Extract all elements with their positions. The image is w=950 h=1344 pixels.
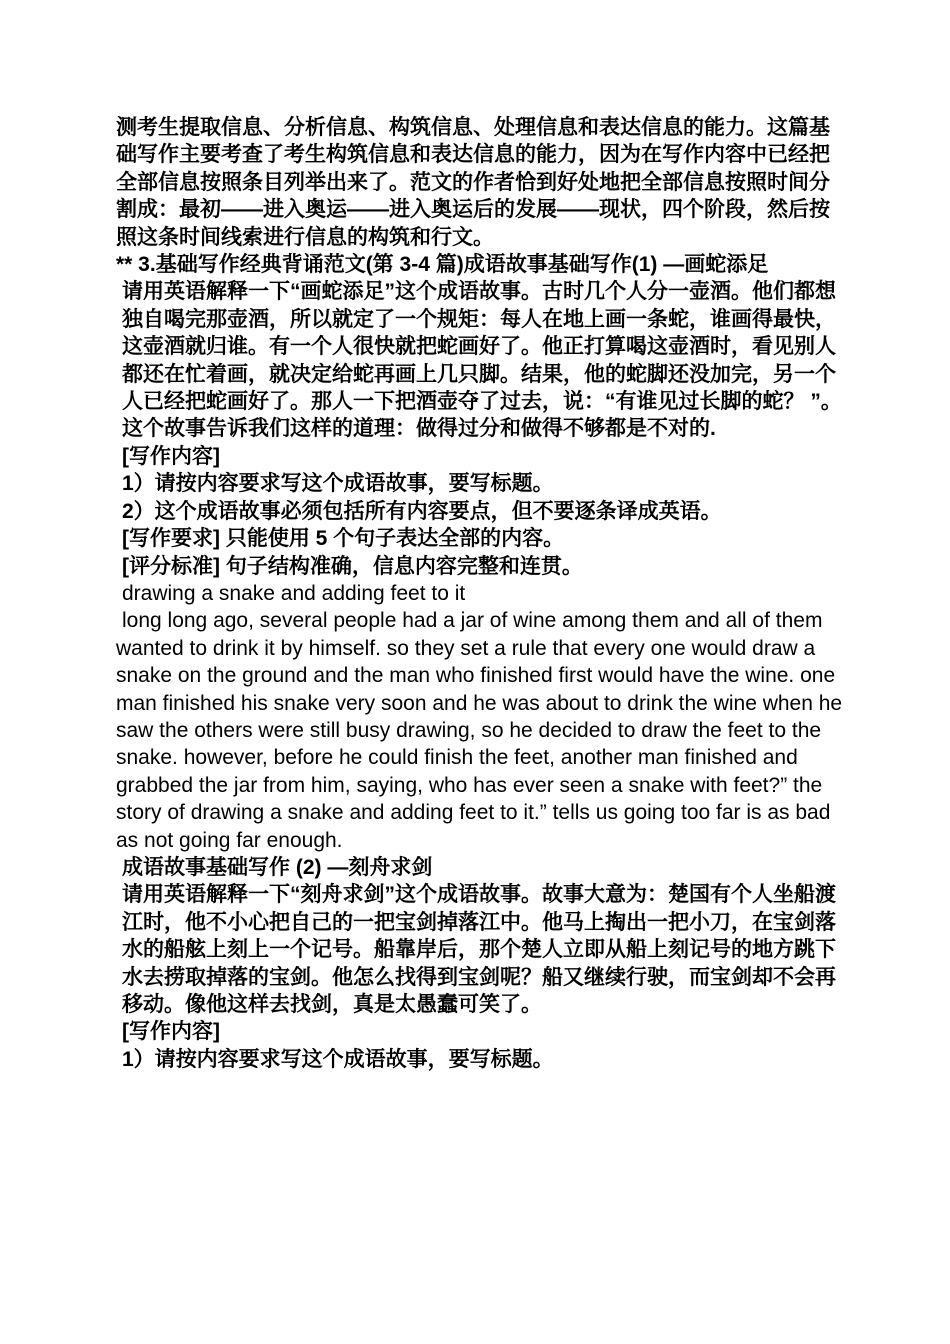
story2-item-1: 1）请按内容要求写这个成语故事，要写标题。 (122, 1047, 554, 1071)
story2-heading: 成语故事基础写作 (2) —刻舟求剑 (122, 855, 433, 879)
intro-paragraph: 测考生提取信息、分析信息、构筑信息、处理信息和表达信息的能力。这篇基础写作主要考查了考生构筑信息和表达信息的能力，因为在写作内容中已经把全部信息按照条目列举出来了。范文的作者恰到好处地把全部信息按照时间分割成：最初——进入奥运——进入奥运后的发展——现状，四个阶段，然后按照这条时间线索进行信息的构筑和行文。 (116, 116, 830, 249)
story2-prompt: 请用英语解释一下“刻舟求剑”这个成语故事。故事大意为：楚国有个人坐船渡江时，他不小心把自己的一把宝剑掉落江中。他马上掏出一把小刀，在宝剑落水的船舷上刻上一个记号。船靠岸后，那个楚人立即从船上刻记号的地方跳下水去捞取掉落的宝剑。他怎么找得到宝剑呢？船又继续行驶，而宝剑却不会再移动。像他这样去找剑，真是太愚蠢可笑了。 (122, 883, 836, 1016)
story1-item-2: 2）这个成语故事必须包括所有内容要点，但不要逐条译成英语。 (122, 499, 722, 523)
section-heading: ** 3.基础写作经典背诵范文(第 3-4 篇)成语故事基础写作(1) —画蛇添足 (116, 253, 769, 277)
story1-content-label: [写作内容] (122, 444, 220, 468)
story1-prompt: 请用英语解释一下“画蛇添足”这个成语故事。古时几个人分一壶酒。他们都想独自喝完那壶酒，所以就定了一个规矩：每人在地上画一条蛇，谁画得最快，这壶酒就归谁。有一个人很快就把蛇画好了。他正打算喝这壶酒时，看见别人都还在忙着画，就决定给蛇再画上几只脚。结果，他的蛇脚还没加完，另一个人已经把蛇画好了。那人一下把酒壶夺了过去，说：“有谁见过长脚的蛇？ ”。这个故事告诉我们这样的道理：做得过分和做得不够都是不对的. (122, 280, 842, 441)
document-page (116, 114, 844, 1073)
essay-body (116, 607, 844, 854)
story1-item-1: 1）请按内容要求写这个成语故事，要写标题。 (122, 472, 554, 496)
essay-body-text: long long ago, several people had a jar of wine among them and all of them wanted to drink it by himself. so they set a rule that every one would draw a snake on the ground and the man who finished first would have the wine. one man finished his snake very soon and he was about to drink the wine when he saw the others were still busy drawing, so he decided to draw the feet to the snake. however, before he could finish the feet, another man finished and grabbed the jar from him, saying, who has ever seen a snake with feet?” the story of drawing a snake and adding feet to it.” tells us going too far is as bad as not going far enough. (116, 609, 843, 852)
essay-title: drawing a snake and adding feet to it (122, 581, 466, 605)
story1-criteria: [评分标准] 句子结构准确，信息内容完整和连贯。 (122, 554, 583, 578)
story2-content-label: [写作内容] (122, 1020, 220, 1044)
story1-requirement: [写作要求] 只能使用 5 个句子表达全部的内容。 (122, 527, 565, 551)
